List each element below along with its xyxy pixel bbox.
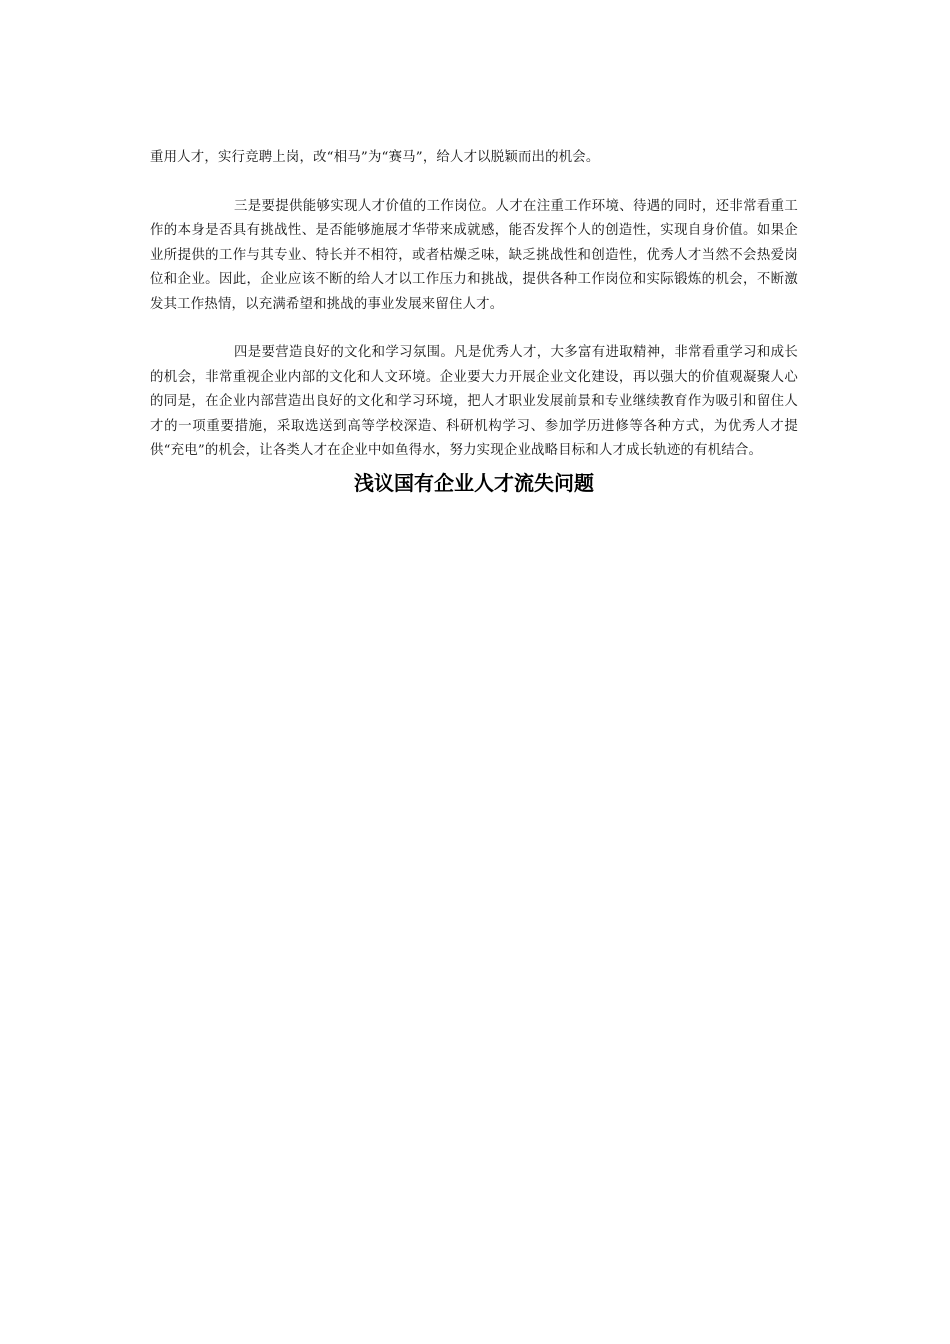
paragraph-1: 重用人才，实行竞聘上岗，改“相马”为“赛马”，给人才以脱颖而出的机会。 xyxy=(150,150,600,165)
paragraph-spacer xyxy=(150,317,798,341)
document-body xyxy=(150,146,798,498)
paragraph-3: 四是要营造良好的文化和学习氛围。凡是优秀人才，大多富有进取精神，非常看重学习和成长的机会，非常重视企业内部的文化和人文环境。企业要大力开展企业文化建设，再以强大的价值观凝聚人心的同是，在企业内部营造出良好的文化和学习环境，把人才职业发展前景和专业继续教育作为吸引和留住人才的一项重要措施，采取选送到高等学校深造、科研机构学习、参加学历进修等各种方式，为优秀人才提供“充电”的机会，让各类人才在企业中如鱼得水，努力实现企业战略目标和人才成长轨迹的有机结合。 xyxy=(150,345,798,458)
paragraph-spacer xyxy=(150,171,798,195)
paragraph-2: 三是要提供能够实现人才价值的工作岗位。人才在注重工作环境、待遇的同时，还非常看重工作的本身是否具有挑战性、是否能够施展才华带来成就感，能否发挥个人的创造性，实现自身价值。如果企业所提供的工作与其专业、特长并不相符，或者枯燥乏味，缺乏挑战性和创造性，优秀人才当然不会热爱岗位和企业。因此，企业应该不断的给人才以工作压力和挑战，提供各种工作岗位和实际锻炼的机会，不断激发其工作热情，以充满希望和挑战的事业发展来留住人才。 xyxy=(150,198,798,312)
document-title: 浅议国有企业人才流失问题 xyxy=(354,470,594,495)
